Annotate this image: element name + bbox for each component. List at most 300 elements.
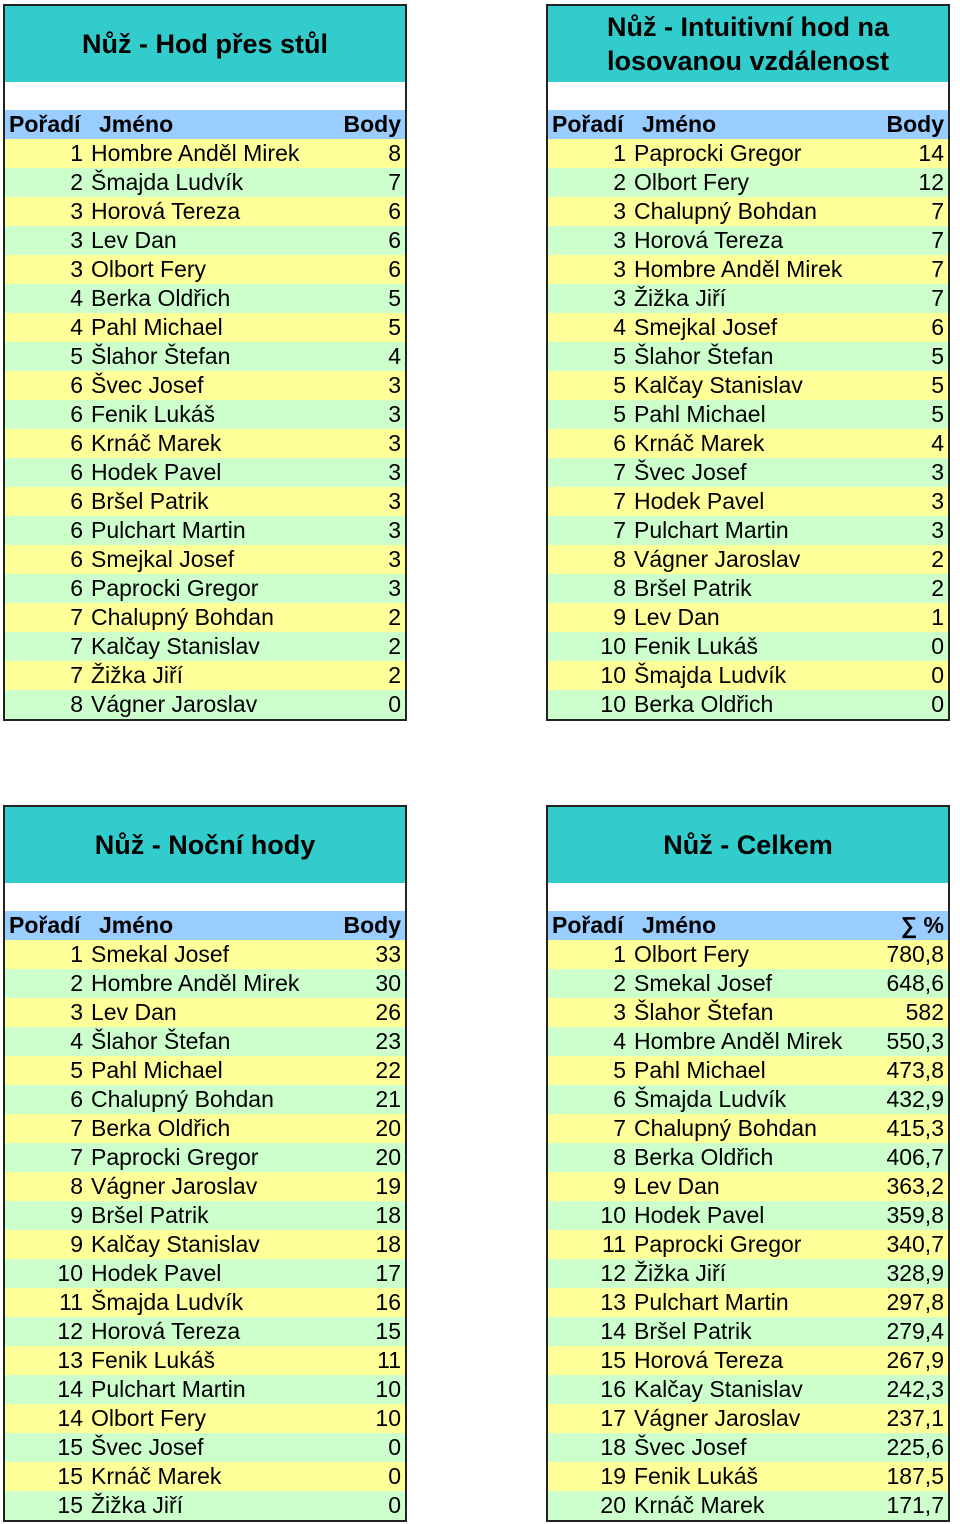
points-cell: 3: [931, 459, 944, 485]
table-row: [5, 603, 405, 632]
table-row: [548, 574, 948, 603]
points-cell: 648,6: [886, 970, 944, 996]
points-cell: 7: [931, 256, 944, 282]
points-cell: 26: [375, 999, 401, 1025]
name-cell: Kalčay Stanislav: [634, 1376, 803, 1402]
name-cell: Šmajda Ludvík: [634, 662, 787, 688]
name-cell: Horová Tereza: [634, 227, 784, 253]
rank-cell: 10: [600, 662, 626, 688]
table-row: [548, 998, 948, 1027]
table-row: [5, 574, 405, 603]
rank-cell: 14: [600, 1318, 626, 1344]
panel-celkem: [546, 805, 950, 1522]
points-cell: 16: [375, 1289, 401, 1315]
rank-cell: 7: [70, 633, 83, 659]
points-cell: 18: [375, 1202, 401, 1228]
rank-cell: 4: [613, 314, 626, 340]
name-cell: Lev Dan: [634, 1173, 720, 1199]
table-row: [5, 1491, 405, 1520]
name-cell: Horová Tereza: [634, 1347, 784, 1373]
table-row: [548, 1491, 948, 1520]
rank-cell: 13: [57, 1347, 83, 1373]
header-points: Body: [343, 912, 401, 938]
points-cell: 5: [931, 372, 944, 398]
points-cell: 7: [388, 169, 401, 195]
points-cell: 7: [931, 285, 944, 311]
points-cell: 432,9: [886, 1086, 944, 1112]
name-cell: Hodek Pavel: [634, 1202, 765, 1228]
name-cell: Vágner Jaroslav: [91, 1173, 258, 1199]
rank-cell: 7: [613, 1115, 626, 1141]
table-row: [5, 284, 405, 313]
rank-cell: 15: [57, 1463, 83, 1489]
table-row: [5, 197, 405, 226]
table-row: [548, 1114, 948, 1143]
name-cell: Chalupný Bohdan: [634, 198, 817, 224]
name-cell: Šlahor Štefan: [634, 999, 774, 1025]
points-cell: 1: [931, 604, 944, 630]
name-cell: Smekal Josef: [91, 941, 230, 967]
rank-cell: 15: [600, 1347, 626, 1373]
table-row: [548, 1404, 948, 1433]
name-cell: Hombre Anděl Mirek: [91, 970, 300, 996]
table-row: [548, 1201, 948, 1230]
points-cell: 3: [931, 488, 944, 514]
points-cell: 3: [388, 401, 401, 427]
table-header: [548, 911, 948, 940]
table-row: [5, 1201, 405, 1230]
rank-cell: 5: [70, 1057, 83, 1083]
name-cell: Smekal Josef: [634, 970, 773, 996]
points-cell: 2: [931, 575, 944, 601]
points-cell: 2: [388, 662, 401, 688]
rank-cell: 3: [613, 198, 626, 224]
points-cell: 7: [931, 198, 944, 224]
name-cell: Chalupný Bohdan: [91, 1086, 274, 1112]
points-cell: 15: [375, 1318, 401, 1344]
rank-cell: 5: [70, 343, 83, 369]
points-cell: 7: [931, 227, 944, 253]
name-cell: Fenik Lukáš: [634, 633, 759, 659]
name-cell: Vágner Jaroslav: [91, 691, 258, 717]
rank-cell: 6: [70, 430, 83, 456]
points-cell: 328,9: [886, 1260, 944, 1286]
points-cell: 22: [375, 1057, 401, 1083]
name-cell: Šmajda Ludvík: [91, 169, 244, 195]
table-row: [548, 1433, 948, 1462]
rank-cell: 3: [70, 227, 83, 253]
rank-cell: 11: [602, 1231, 626, 1257]
name-cell: Pahl Michael: [634, 1057, 766, 1083]
points-cell: 8: [388, 140, 401, 166]
table-row: [5, 1433, 405, 1462]
table-row: [548, 1230, 948, 1259]
points-cell: 20: [375, 1115, 401, 1141]
table-row: [5, 1259, 405, 1288]
points-cell: 2: [388, 604, 401, 630]
table-row: [5, 342, 405, 371]
name-cell: Lev Dan: [634, 604, 720, 630]
points-cell: 297,8: [886, 1289, 944, 1315]
table-row: [548, 226, 948, 255]
points-cell: 406,7: [886, 1144, 944, 1170]
table-row: [548, 661, 948, 690]
rank-cell: 2: [70, 970, 83, 996]
table-row: [548, 1143, 948, 1172]
table-row: [5, 1404, 405, 1433]
rank-cell: 7: [70, 1144, 83, 1170]
name-cell: Olbort Fery: [91, 256, 207, 282]
name-cell: Hombre Anděl Mirek: [634, 256, 843, 282]
points-cell: 279,4: [886, 1318, 944, 1344]
panel-title: Nůž - Intuitivní hod na losovanou vzdálenost: [548, 6, 948, 82]
rank-cell: 3: [70, 999, 83, 1025]
points-cell: 4: [388, 343, 401, 369]
rank-cell: 7: [613, 488, 626, 514]
points-cell: 780,8: [886, 941, 944, 967]
name-cell: Smejkal Josef: [91, 546, 235, 572]
name-cell: Paprocki Gregor: [634, 1231, 802, 1257]
points-cell: 415,3: [886, 1115, 944, 1141]
name-cell: Šmajda Ludvík: [634, 1086, 787, 1112]
table-row: [5, 1172, 405, 1201]
rank-cell: 7: [613, 459, 626, 485]
points-cell: 267,9: [886, 1347, 944, 1373]
points-cell: 340,7: [886, 1231, 944, 1257]
points-cell: 3: [388, 488, 401, 514]
table-row: [5, 1027, 405, 1056]
name-cell: Paprocki Gregor: [634, 140, 802, 166]
points-cell: 550,3: [886, 1028, 944, 1054]
name-cell: Olbort Fery: [91, 1405, 207, 1431]
points-cell: 0: [388, 1463, 401, 1489]
points-cell: 242,3: [886, 1376, 944, 1402]
rank-cell: 12: [600, 1260, 626, 1286]
table-row: [5, 139, 405, 168]
table-body: [548, 940, 948, 1520]
table-row: [548, 1317, 948, 1346]
rank-cell: 6: [70, 546, 83, 572]
table-row: [548, 255, 948, 284]
name-cell: Lev Dan: [91, 999, 177, 1025]
name-cell: Krnáč Marek: [91, 1463, 222, 1489]
points-cell: 3: [388, 517, 401, 543]
name-cell: Švec Josef: [634, 459, 747, 485]
rank-cell: 5: [613, 401, 626, 427]
rank-cell: 6: [613, 1086, 626, 1112]
table-body: [5, 940, 405, 1520]
points-cell: 20: [375, 1144, 401, 1170]
table-row: [5, 458, 405, 487]
table-row: [5, 1288, 405, 1317]
name-cell: Žižka Jiří: [91, 662, 183, 688]
rank-cell: 14: [57, 1376, 83, 1402]
rank-cell: 1: [70, 941, 83, 967]
table-row: [548, 458, 948, 487]
name-cell: Kalčay Stanislav: [91, 633, 260, 659]
table-row: [548, 1346, 948, 1375]
name-cell: Švec Josef: [91, 372, 204, 398]
table-row: [5, 1114, 405, 1143]
table-row: [5, 1230, 405, 1259]
points-cell: 30: [375, 970, 401, 996]
name-cell: Berka Oldřich: [634, 1144, 774, 1170]
name-cell: Krnáč Marek: [634, 430, 765, 456]
table-row: [5, 487, 405, 516]
points-cell: 0: [931, 691, 944, 717]
points-cell: 473,8: [886, 1057, 944, 1083]
table-row: [5, 690, 405, 719]
rank-cell: 6: [70, 459, 83, 485]
name-cell: Hodek Pavel: [91, 459, 222, 485]
table-row: [548, 1462, 948, 1491]
name-cell: Švec Josef: [634, 1434, 747, 1460]
points-cell: 6: [388, 227, 401, 253]
table-row: [548, 168, 948, 197]
points-cell: 11: [377, 1347, 401, 1373]
rank-cell: 3: [613, 285, 626, 311]
header-rank: Pořadí: [552, 912, 624, 938]
rank-cell: 7: [70, 1115, 83, 1141]
rank-cell: 6: [70, 1086, 83, 1112]
points-cell: 5: [931, 343, 944, 369]
points-cell: 225,6: [886, 1434, 944, 1460]
points-cell: 5: [388, 314, 401, 340]
points-cell: 23: [375, 1028, 401, 1054]
points-cell: 3: [931, 517, 944, 543]
table-row: [5, 429, 405, 458]
name-cell: Žižka Jiří: [91, 1492, 183, 1518]
points-cell: 5: [388, 285, 401, 311]
name-cell: Kalčay Stanislav: [91, 1231, 260, 1257]
rank-cell: 7: [70, 604, 83, 630]
points-cell: 33: [375, 941, 401, 967]
name-cell: Olbort Fery: [634, 941, 750, 967]
table-row: [548, 400, 948, 429]
rank-cell: 9: [613, 604, 626, 630]
rank-cell: 3: [613, 256, 626, 282]
points-cell: 6: [931, 314, 944, 340]
name-cell: Šlahor Štefan: [91, 343, 231, 369]
name-cell: Fenik Lukáš: [91, 401, 216, 427]
name-cell: Bršel Patrik: [91, 488, 209, 514]
points-cell: 0: [388, 1434, 401, 1460]
table-row: [5, 226, 405, 255]
rank-cell: 9: [70, 1202, 83, 1228]
rank-cell: 17: [600, 1405, 626, 1431]
table-row: [548, 690, 948, 719]
table-row: [5, 516, 405, 545]
table-row: [548, 1056, 948, 1085]
points-cell: 3: [388, 459, 401, 485]
name-cell: Pahl Michael: [634, 401, 766, 427]
table-row: [548, 1288, 948, 1317]
name-cell: Krnáč Marek: [634, 1492, 765, 1518]
points-cell: 187,5: [886, 1463, 944, 1489]
table-row: [548, 429, 948, 458]
rank-cell: 6: [613, 430, 626, 456]
name-cell: Hombre Anděl Mirek: [91, 140, 300, 166]
name-cell: Lev Dan: [91, 227, 177, 253]
header-points: Body: [886, 111, 944, 137]
header-rank: Pořadí: [9, 111, 81, 137]
table-row: [5, 400, 405, 429]
points-cell: 12: [918, 169, 944, 195]
rank-cell: 4: [70, 1028, 83, 1054]
rank-cell: 6: [70, 372, 83, 398]
rank-cell: 19: [600, 1463, 626, 1489]
table-row: [5, 940, 405, 969]
name-cell: Hodek Pavel: [634, 488, 765, 514]
name-cell: Šlahor Štefan: [634, 343, 774, 369]
name-cell: Pahl Michael: [91, 1057, 223, 1083]
table-row: [548, 969, 948, 998]
name-cell: Bršel Patrik: [91, 1202, 209, 1228]
name-cell: Fenik Lukáš: [91, 1347, 216, 1373]
table-row: [548, 197, 948, 226]
rank-cell: 7: [70, 662, 83, 688]
panel-title: Nůž - Noční hody: [5, 807, 405, 883]
table-row: [5, 313, 405, 342]
points-cell: 17: [375, 1260, 401, 1286]
points-cell: 237,1: [886, 1405, 944, 1431]
name-cell: Paprocki Gregor: [91, 1144, 259, 1170]
rank-cell: 14: [57, 1405, 83, 1431]
table-row: [5, 545, 405, 574]
rank-cell: 12: [57, 1318, 83, 1344]
name-cell: Horová Tereza: [91, 1318, 241, 1344]
name-cell: Krnáč Marek: [91, 430, 222, 456]
name-cell: Hodek Pavel: [91, 1260, 222, 1286]
rank-cell: 3: [613, 999, 626, 1025]
table-row: [5, 1056, 405, 1085]
points-cell: 19: [375, 1173, 401, 1199]
table-row: [5, 1317, 405, 1346]
panel-title: Nůž - Hod přes stůl: [5, 6, 405, 82]
header-name: Jméno: [99, 111, 174, 137]
table-row: [5, 371, 405, 400]
panel-title: Nůž - Celkem: [548, 807, 948, 883]
panel-nocni-hody: [3, 805, 407, 1522]
name-cell: Pulchart Martin: [634, 1289, 789, 1315]
table-row: [548, 1375, 948, 1404]
rank-cell: 9: [70, 1231, 83, 1257]
rank-cell: 4: [70, 314, 83, 340]
table-row: [548, 284, 948, 313]
points-cell: 363,2: [886, 1173, 944, 1199]
panel-hod-pres-stul: [3, 4, 407, 721]
name-cell: Berka Oldřich: [634, 691, 774, 717]
name-cell: Berka Oldřich: [91, 1115, 231, 1141]
points-cell: 21: [375, 1086, 401, 1112]
points-cell: 4: [931, 430, 944, 456]
name-cell: Pahl Michael: [91, 314, 223, 340]
points-cell: 5: [931, 401, 944, 427]
name-cell: Vágner Jaroslav: [634, 1405, 801, 1431]
name-cell: Švec Josef: [91, 1434, 204, 1460]
points-cell: 0: [931, 633, 944, 659]
header-points: Body: [343, 111, 401, 137]
name-cell: Žižka Jiří: [634, 285, 726, 311]
table-row: [548, 487, 948, 516]
rank-cell: 10: [57, 1260, 83, 1286]
rank-cell: 4: [613, 1028, 626, 1054]
table-row: [5, 1462, 405, 1491]
rank-cell: 2: [70, 169, 83, 195]
points-cell: 0: [388, 691, 401, 717]
rank-cell: 15: [57, 1434, 83, 1460]
points-cell: 14: [918, 140, 944, 166]
rank-cell: 8: [70, 1173, 83, 1199]
name-cell: Hombre Anděl Mirek: [634, 1028, 843, 1054]
name-cell: Šmajda Ludvík: [91, 1289, 244, 1315]
table-header: [548, 110, 948, 139]
rank-cell: 7: [613, 517, 626, 543]
table-row: [5, 661, 405, 690]
name-cell: Horová Tereza: [91, 198, 241, 224]
table-row: [548, 139, 948, 168]
rank-cell: 3: [70, 198, 83, 224]
table-row: [548, 632, 948, 661]
rank-cell: 16: [600, 1376, 626, 1402]
table-row: [548, 1085, 948, 1114]
rank-cell: 1: [70, 140, 83, 166]
points-cell: 3: [388, 372, 401, 398]
rank-cell: 8: [613, 1144, 626, 1170]
name-cell: Kalčay Stanislav: [634, 372, 803, 398]
rank-cell: 10: [600, 633, 626, 659]
points-cell: 3: [388, 575, 401, 601]
table-row: [548, 545, 948, 574]
rank-cell: 3: [70, 256, 83, 282]
table-row: [5, 632, 405, 661]
rank-cell: 5: [613, 1057, 626, 1083]
table-row: [548, 603, 948, 632]
rank-cell: 6: [70, 575, 83, 601]
name-cell: Chalupný Bohdan: [91, 604, 274, 630]
rank-cell: 5: [613, 343, 626, 369]
name-cell: Chalupný Bohdan: [634, 1115, 817, 1141]
rank-cell: 13: [600, 1289, 626, 1315]
rank-cell: 8: [613, 575, 626, 601]
rank-cell: 6: [70, 401, 83, 427]
header-rank: Pořadí: [9, 912, 81, 938]
rank-cell: 11: [59, 1289, 83, 1315]
table-row: [548, 342, 948, 371]
rank-cell: 2: [613, 169, 626, 195]
header-points: ∑ %: [900, 912, 944, 938]
points-cell: 0: [388, 1492, 401, 1518]
name-cell: Pulchart Martin: [91, 1376, 246, 1402]
table-row: [548, 1027, 948, 1056]
rank-cell: 5: [613, 372, 626, 398]
rank-cell: 6: [70, 517, 83, 543]
table-row: [5, 255, 405, 284]
table-row: [5, 998, 405, 1027]
header-rank: Pořadí: [552, 111, 624, 137]
panel-intuitivni-hod: [546, 4, 950, 721]
table-row: [5, 1085, 405, 1114]
rank-cell: 8: [613, 546, 626, 572]
table-body: [5, 139, 405, 719]
name-cell: Paprocki Gregor: [91, 575, 259, 601]
points-cell: 10: [375, 1405, 401, 1431]
name-cell: Vágner Jaroslav: [634, 546, 801, 572]
header-name: Jméno: [642, 912, 717, 938]
table-row: [548, 371, 948, 400]
table-row: [548, 1259, 948, 1288]
rank-cell: 9: [613, 1173, 626, 1199]
